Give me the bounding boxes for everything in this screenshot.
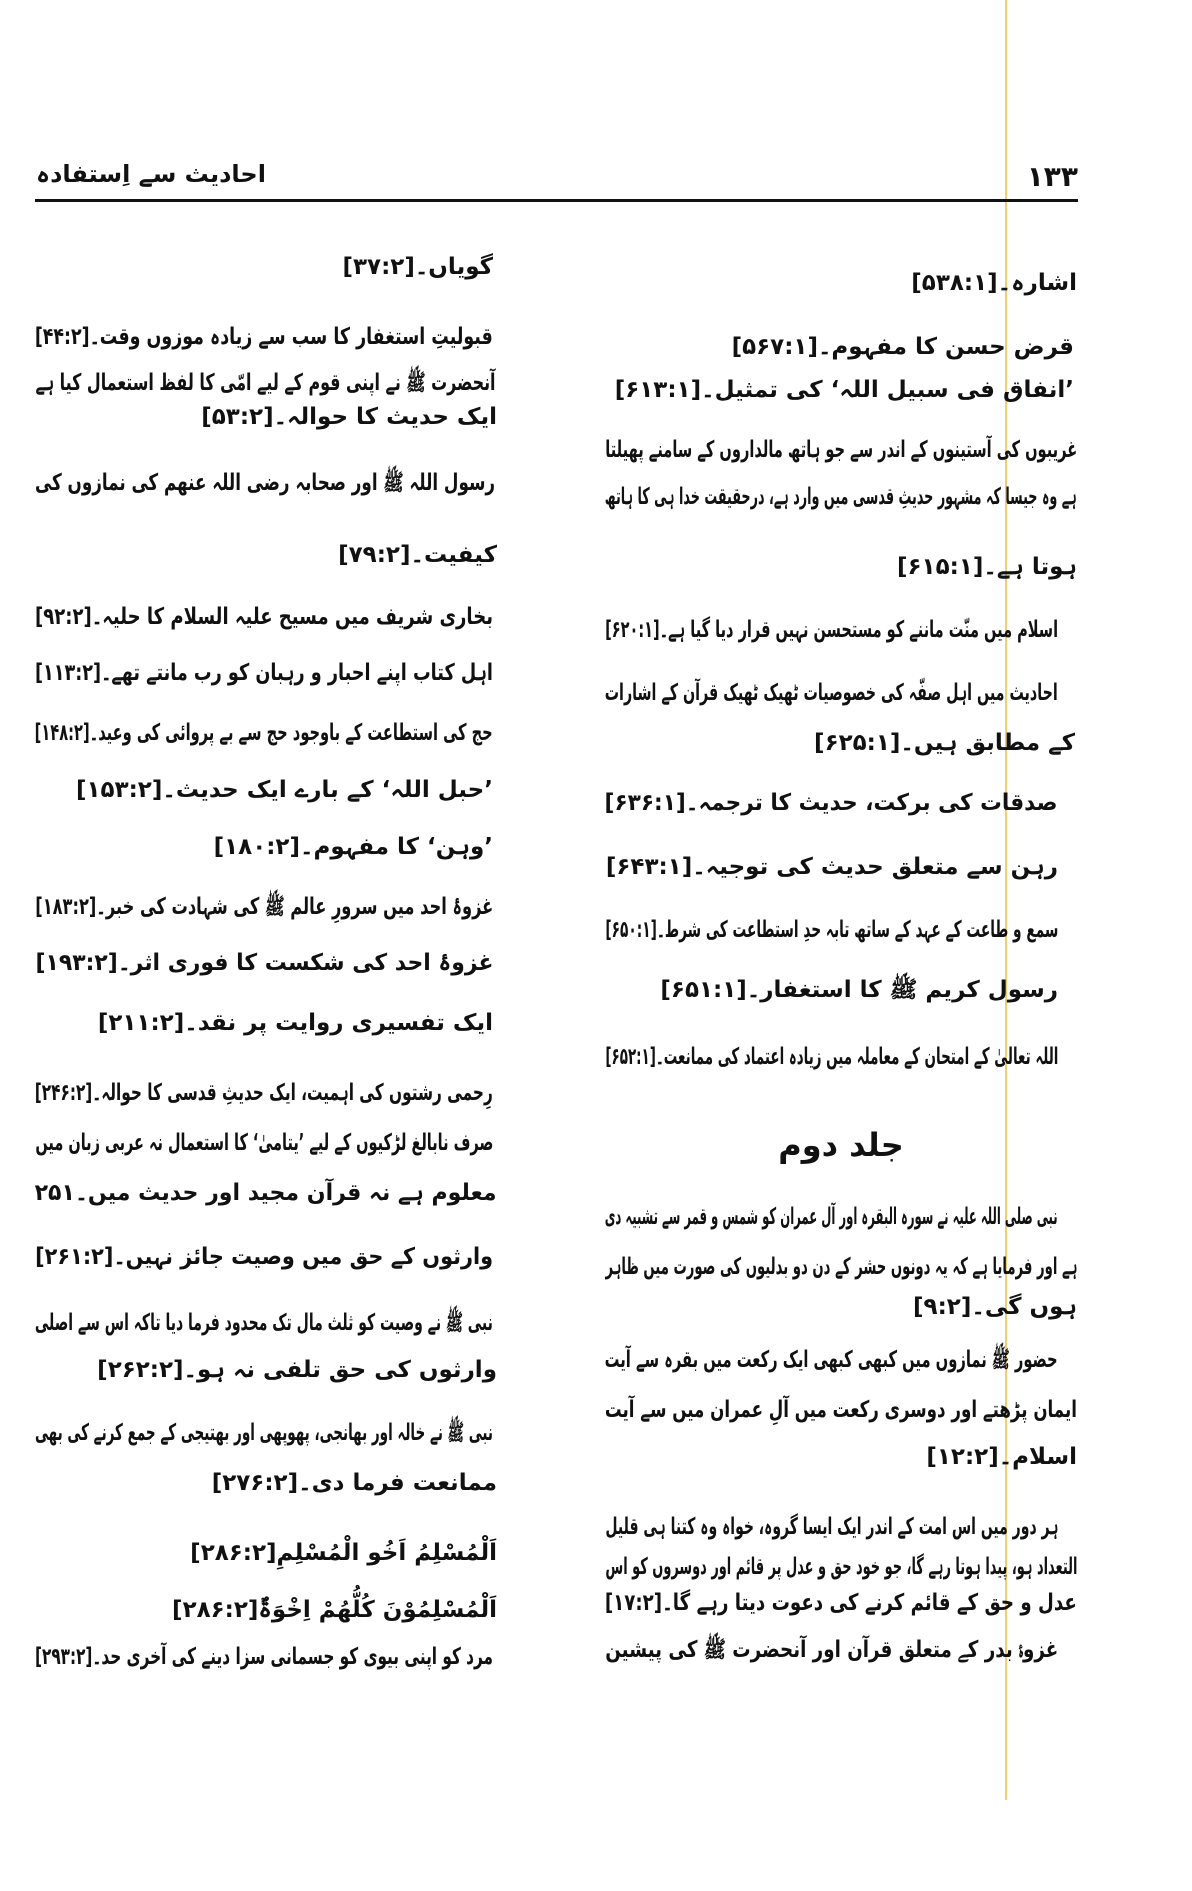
index-line: نبی ﷺ نے وصیت کو ثلث مال تک محدود فرما دیا تاکہ اس سے اصلی [35, 1310, 493, 1336]
index-line: رِحمی رشتوں کی اہمیت، ایک حدیثِ قدسی کا حوالہ۔[۲۴۶:۲] [35, 1080, 493, 1106]
index-line: مرد کو اپنی بیوی کو جسمانی سزا دینے کی آخری حد۔[۲۹۳:۲] [35, 1644, 493, 1670]
index-line: غزوۂ بدر کے متعلق قرآن اور آنحضرت ﷺ کی پیشین [605, 1637, 1058, 1663]
index-line: وارثوں کی حق تلفی نہ ہو۔[۲۶۲:۲] [97, 1357, 497, 1383]
index-line: رسول اللہ ﷺ اور صحابہ رضی اللہ عنھم کی نمازوں کی [35, 470, 495, 496]
index-line: ہوتا ہے۔[۶۱۵:۱] [897, 554, 1077, 580]
index-line: ایک تفسیری روایت پر نقد۔[۲۱۱:۲] [97, 1010, 493, 1036]
index-line: ایمان پڑھتے اور دوسری رکعت میں آلِ عمران میں سے آیت [605, 1397, 1077, 1423]
running-header-title: احادیث سے اِستفادہ [36, 160, 266, 188]
index-line: نبی صلی اللہ علیہ نے سورہ البقرہ اور آل عمران کو شمس و قمر سے تشبیہ دی [605, 1204, 1058, 1230]
index-line: ہر دور میں اس امت کے اندر ایک ایسا گروہ، خواہ وہ کتنا ہی قلیل [605, 1514, 1058, 1540]
index-line: اللہ تعالیٰ کے امتحان کے معاملہ میں زیادہ اعتماد کی ممانعت۔[۶۵۲:۱] [605, 1044, 1058, 1070]
index-line: حضور ﷺ نمازوں میں کبھی کبھی ایک رکعت میں بقرہ سے آیت [605, 1347, 1058, 1373]
index-line: گویاں۔[۳۷:۲] [342, 254, 493, 280]
index-line: عدل و حق کے قائم کرنے کی دعوت دیتا رہے گا۔[۱۷:۲] [605, 1590, 1077, 1616]
index-line: صدقات کی برکت، حدیث کا ترجمہ۔[۶۳۶:۱] [605, 790, 1058, 816]
index-line: ’انفاق فی سبیل اللہ‘ کی تمثیل۔[۶۱۳:۱] [614, 377, 1074, 403]
index-line: ’وہن‘ کا مفہوم۔[۱۸۰:۲] [213, 834, 493, 860]
index-line: ’حبل اللہ‘ کے بارے ایک حدیث۔[۱۵۳:۲] [75, 777, 493, 803]
index-line: اشارہ۔[۵۳۸:۱] [911, 270, 1077, 296]
index-line: حج کی استطاعت کے باوجود حج سے بے پروائی کی وعید۔[۱۴۸:۲] [35, 720, 493, 746]
index-line: آنحضرت ﷺ نے اپنی قوم کے لیے امّی کا لفظ استعمال کیا ہے [35, 370, 495, 396]
index-line: ممانعت فرما دی۔[۲۷۶:۲] [211, 1470, 497, 1496]
arabic-quote-line: اَلْمُسْلِمُ اَخُو الْمُسْلِمِ[۲۸۶:۲] [190, 1540, 497, 1566]
index-line: وارثوں کے حق میں وصیت جائز نہیں۔[۲۶۱:۲] [35, 1244, 494, 1270]
index-line: قبولیتِ استغفار کا سب سے زیادہ موزوں وقت۔[۴۴:۲] [35, 324, 493, 350]
index-line: رہن سے متعلق حدیث کی توجیہ۔[۶۴۳:۱] [605, 854, 1058, 880]
index-line: غریبوں کی آستینوں کے اندر سے جو ہاتھ مالداروں کے سامنے پھیلتا [605, 437, 1077, 463]
index-line: احادیث میں اہل صفّہ کی خصوصیات ٹھیک ٹھیک قرآن کے اشارات [605, 680, 1058, 706]
arabic-quote-line: اَلْمُسْلِمُوْنَ کُلُّھُمْ اِخْوَۃٌ[۲۸۶:۲] [172, 1597, 497, 1623]
index-line: سمع و طاعت کے عہد کے ساتھ تابہ حدِ استطاعت کی شرط۔[۶۵۰:۱] [605, 917, 1058, 943]
index-line: ہے وہ جیسا کہ مشہور حدیثِ قدسی میں وارد ہے، درحقیقت خدا ہی کا ہاتھ [605, 484, 1077, 510]
index-line: بخاری شریف میں مسیح علیہ السلام کا حلیہ۔[۹۲:۲] [35, 604, 493, 630]
index-line: ہے اور فرمایا ہے کہ یہ دونوں حشر کے دن دو بدلیوں کی صورت میں ظاہر [605, 1254, 1077, 1280]
header-rule [35, 199, 1078, 202]
index-line: اسلام میں منّت ماننے کو مستحسن نہیں قرار دیا گیا ہے۔[۶۲۰:۱] [605, 617, 1058, 643]
section-heading: جلد دوم [778, 1126, 904, 1164]
index-line: ایک حدیث کا حوالہ۔[۵۳:۲] [201, 404, 497, 430]
index-line: کیفیت۔[۷۹:۲] [338, 542, 497, 568]
index-line: معلوم ہے نہ قرآن مجید اور حدیث میں۔۲۵۱ [35, 1180, 497, 1206]
index-line: رسول کریم ﷺ کا استغفار۔[۶۵۱:۱] [660, 977, 1058, 1003]
index-line: صرف نابالغ لڑکیوں کے لیے ’یتامیٰ‘ کا استعمال نہ عربی زبان میں [35, 1130, 493, 1156]
index-line: کے مطابق ہیں۔[۶۲۵:۱] [814, 730, 1075, 756]
index-line: ہوں گی۔[۹:۲] [913, 1294, 1077, 1320]
index-line: التعداد ہو، پیدا ہوتا رہے گا، جو خود حق و عدل پر قائم اور دوسروں کو اس [605, 1554, 1077, 1580]
page-number: ۱۳۳ [1026, 160, 1078, 193]
index-line: نبی ﷺ نے خالہ اور بھانجی، پھوپھی اور بھتیجی کے جمع کرنے کی بھی [35, 1420, 493, 1446]
index-line: قرض حسن کا مفہوم۔[۵۶۷:۱] [731, 334, 1074, 360]
index-line: اسلام۔[۱۲:۲] [926, 1444, 1077, 1470]
index-line: اہل کتاب اپنے احبار و رہبان کو رب مانتے تھے۔[۱۱۳:۲] [35, 660, 493, 686]
index-line: غزوۂ احد کی شکست کا فوری اثر۔[۱۹۳:۲] [35, 950, 494, 976]
index-line: غزوۂ احد میں سرورِ عالم ﷺ کی شہادت کی خبر۔[۱۸۳:۲] [35, 894, 493, 920]
